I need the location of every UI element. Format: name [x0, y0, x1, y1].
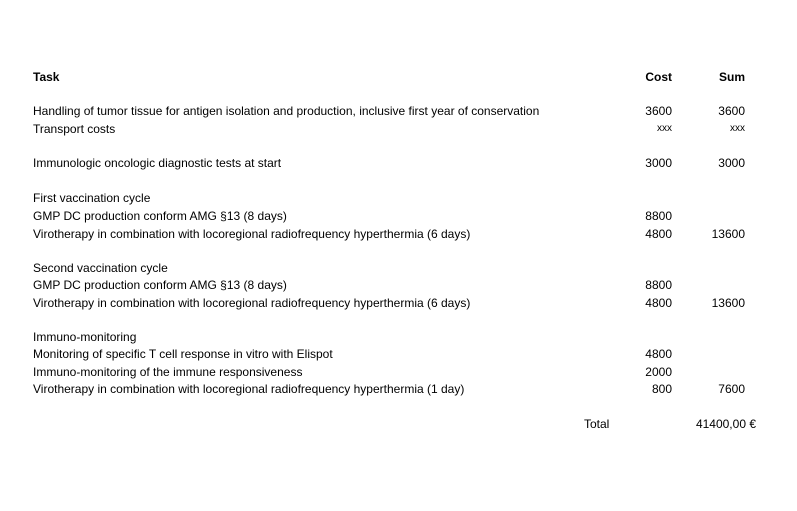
row-task: Virotherapy in combination with locoregional radiofrequency hyperthermia (6 days) — [33, 227, 471, 241]
row-sum: xxx — [730, 123, 745, 134]
row-cost: 8800 — [645, 209, 672, 223]
section-heading-row — [0, 260, 797, 276]
row-task: Immunologic oncologic diagnostic tests at start — [33, 156, 282, 170]
section-heading-row — [0, 190, 797, 206]
row-sum: 3000 — [718, 156, 745, 170]
row-task: GMP DC production conform AMG §13 (8 days) — [33, 278, 287, 292]
row-task: Virotherapy in combination with locoregional radiofrequency hyperthermia (6 days) — [33, 296, 471, 310]
table-row — [0, 226, 797, 242]
header-task: Task — [33, 70, 60, 84]
table-row — [0, 277, 797, 293]
total-value: 41400,00 € — [695, 417, 756, 431]
table-header-row — [0, 69, 797, 85]
row-cost: 8800 — [645, 278, 672, 292]
row-cost: 800 — [651, 382, 672, 396]
table-row — [0, 155, 797, 171]
section-heading-row — [0, 329, 797, 345]
table-row — [0, 103, 797, 119]
row-task: GMP DC production conform AMG §13 (8 days) — [33, 209, 287, 223]
header-sum: Sum — [718, 70, 745, 84]
table-row — [0, 121, 797, 137]
row-sum: 13600 — [711, 296, 745, 310]
section-title: First vaccination cycle — [33, 191, 151, 205]
total-row — [0, 416, 797, 432]
row-cost: 4800 — [645, 296, 672, 310]
row-cost: 4800 — [645, 227, 672, 241]
row-task: Handling of tumor tissue for antigen isolation and production, inclusive first year of conservation — [33, 104, 540, 118]
table-row — [0, 295, 797, 311]
row-task: Virotherapy in combination with locoregional radiofrequency hyperthermia (1 day) — [33, 382, 465, 396]
row-cost: 3000 — [645, 156, 672, 170]
row-sum: 7600 — [718, 382, 745, 396]
header-cost: Cost — [645, 70, 672, 84]
row-cost: 4800 — [645, 347, 672, 361]
row-task: Monitoring of specific T cell response in vitro with Elispot — [33, 347, 333, 361]
row-task: Transport costs — [33, 122, 116, 136]
row-sum: 3600 — [718, 104, 745, 118]
table-row — [0, 364, 797, 380]
row-sum: 13600 — [711, 227, 745, 241]
section-title: Second vaccination cycle — [33, 261, 168, 275]
table-row — [0, 208, 797, 224]
total-label: Total — [584, 417, 610, 431]
row-cost: 2000 — [645, 365, 672, 379]
row-cost: 3600 — [645, 104, 672, 118]
table-row — [0, 381, 797, 397]
row-task: Immuno-monitoring of the immune responsiveness — [33, 365, 303, 379]
table-row — [0, 346, 797, 362]
row-cost: xxx — [657, 123, 672, 134]
section-title: Immuno-monitoring — [33, 330, 137, 344]
